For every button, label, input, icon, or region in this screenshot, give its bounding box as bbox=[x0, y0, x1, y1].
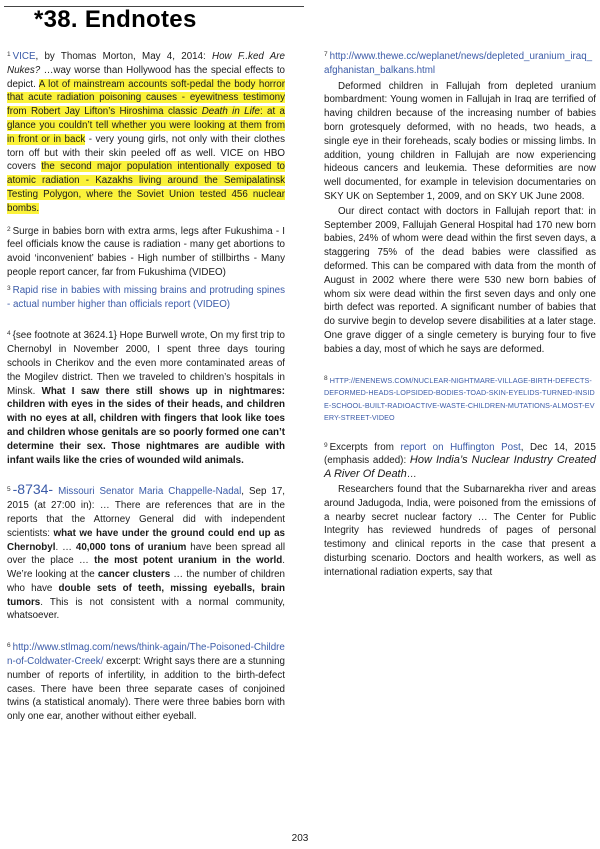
vice-link[interactable]: VICE bbox=[12, 51, 36, 62]
highlight-1: A lot of mainstream accounts soft-pedal the body horror that acute radiation poisoning causes - eyewitness testimony from Robert Jay Lifton’s Hiroshima classic Death in Life: at a glance you couldn’t tell whether you were looking at them from in front or in back bbox=[7, 78, 285, 145]
endnote-3 bbox=[7, 282, 285, 312]
endnote-2 bbox=[7, 223, 285, 280]
rapid-rise-link[interactable]: Rapid rise in babies with missing brains and protruding spines - actual number higher than officials report (VIDEO) bbox=[7, 284, 285, 310]
endnote-marker: 8 bbox=[324, 374, 328, 382]
endnote-1: $^1$ VICE, by Thomas Morton, May 4, 2014: How F..ked Are Nukes? …way worse than Hollywood has the special effects to depict. A lot of mainstream accounts soft-pedal the body horror that acute radiation poisoning causes - eyewitness testimony from Robert Jay Lifton’s Hiroshima classic Death in Life: at a glance you couldn’t tell whether you were looking at them from in front or in back - very young girls, not only with their clothes torn off but with their skin peeled off as well. VICE on HBO covers the second major population intentionally exposed to atomic radiation - Kazakhs living around the Semipalatinsk Testing Polygon, where the Soviet Union tested 456 nuclear bombs. bbox=[7, 51, 285, 214]
endnote-7 bbox=[324, 48, 596, 78]
article-title: How F..ked Are Nukes? bbox=[7, 51, 285, 76]
endnote-9-paragraph: Researchers found that the Subarnarekha river and areas around Jadugoda, India, were poisoned from the emissions of a nearby secret nuclear factory … The Center for Public Integrity has reviewed hundreds of pages of personal testimony and clinical reports in the case that present a disturbing scenario. Doctors and health workers, as well as international radiation experts, say that bbox=[324, 483, 596, 578]
endnote-marker: 2 bbox=[7, 225, 11, 233]
enenews-link[interactable]: HTTP://ENENEWS.COM/NUCLEAR-NIGHTMARE-VILLAGE-BIRTH-DEFECTS-DEFORMED-HEADS-LOPSIDED-BODIES-TOAD-SKIN-EYELIDS-TURNED-INSIDE-SCHOOL-BUILT-RADIOACTIVE-WASTE-CHILDREN-MUTATIONS-ALMOST-EVERY-STREET-VIDEO bbox=[324, 375, 595, 423]
highlight-2: the second major population intentionally exposed to atomic radiation - Kazakhs living around the Semipalatinsk Testing Polygon, where the Soviet Union tested 456 nuclear bombs. bbox=[7, 161, 285, 214]
endnote-marker: 6 bbox=[7, 642, 11, 650]
endnote-marker: 5 bbox=[7, 486, 11, 494]
stlmag-link[interactable]: http://www.stlmag.com/news/think-again/The-Poisoned-Children-of-Coldwater-Creek/ bbox=[7, 642, 285, 668]
huffington-link[interactable]: report on Huffington Post bbox=[400, 441, 521, 453]
endnote-4: $^4$ {see footnote at 3624.1} Hope Burwell wrote, On my first trip to Chernobyl in November 2000, I spent three days touring schools in Cherikov and the even more contaminated areas of the Mogilev district. Then we traveled to children’s hospitals in Minsk. What I saw there still shows up in nightmares: children with eyes in the sides of their heads, and children with no eyes at all, children with fingers that look like toes and children whose genitals are so poorly formed one can’t determine their sex. Those nightmares are audible with infant wails like the cries of wounded wild animals. bbox=[7, 330, 285, 466]
article-title: How India’s Nuclear Industry Created A River Of Death bbox=[324, 454, 596, 481]
reference-number: -8734- bbox=[12, 481, 54, 498]
endnote-7-paragraph-2: Our direct contact with doctors in Fallujah report that: in September 2009, Fallujah General Hospital had 170 new born babies, 24% of whom were dead within the first seven days, a staggering 75% of the dead babies were classified as deformed. This can be compared with data from the month of August in 2002 where there were 530 new born babies of whom six were dead within the first seven days and only one birth defect was reported. A significant number of babies that do survive begin to develop severe disabilities at a later stage. One grave digger of a single cemetery is burying four to five babies a day, most of which he says are deformed. bbox=[324, 205, 596, 355]
page-title: *38. Endnotes bbox=[34, 6, 197, 33]
senator-link[interactable]: Missouri Senator Maria Chappelle-Nadal bbox=[58, 486, 242, 498]
endnote-marker: 3 bbox=[7, 284, 11, 292]
endnote-5: $^5$ -8734- Missouri Senator Maria Chappelle-Nadal, Sep 17, 2015 (at 27:00 in): … There are references that are in the reports that the Attorney General did with independent scientists: what we have under the ground could end up as Chernobyl. … 40,000 tons of uranium have been spread all over the place … the most potent uranium in the world. We’re looking at the cancer clusters … the number of children who have double sets of teeth, missing eyeballs, brain tumors. This is not consistent with a normal community, whatsoever. bbox=[7, 481, 286, 622]
page-number: 203 bbox=[291, 833, 309, 844]
endnote-8 bbox=[324, 373, 596, 425]
endnote-marker: 1 bbox=[7, 51, 11, 58]
endnote-7-paragraph-1: Deformed children in Fallujah from depleted uranium bombardment: Young women in Fallujah in Iraq are terrified of having children because of the increasing number of babies born grotesquely deformed, with no heads, two heads, a single eye in their foreheads, scaly bodies or missing limbs. In addition, young children in Fallujah are now experiencing hideous cancers and leukemia. These deformities are now well documented, for example in television documentaries on SKY UK on September 1, 2009, and on SKY UK June 2008. bbox=[324, 80, 596, 202]
endnote-6 bbox=[7, 639, 285, 724]
nightmare-quote: What I saw there still shows up in nightmares: children with eyes in the sides of their heads, and children with no eyes at all, children with fingers that look like toes and children whose genitals are so poorly formed one can’t determine their sex. Those nightmares are audible with infant wails like the cries of wounded wild animals. bbox=[7, 385, 285, 466]
endnote-6-tail: excerpt: Wright says there are a stunning number of reports of infertility, in addition to the birth-defect cases. There have been three separate cases of conjoined twins (a statistical anomaly). There were three babies born with only one ear, another without either eyeball. bbox=[7, 656, 285, 723]
endnote-marker: 4 bbox=[7, 330, 11, 338]
left-column bbox=[7, 48, 285, 731]
endnote-9: $^9$ Excerpts from report on Huffington Post, Dec 14, 2015 (emphasis added): How India’s Nuclear Industry Created A River Of Death… bbox=[324, 441, 596, 481]
endnote-marker: 9 bbox=[324, 441, 328, 449]
endnote-marker: 7 bbox=[324, 51, 328, 58]
thewe-link[interactable]: http://www.thewe.cc/weplanet/news/depleted_uranium_iraq_afghanistan_balkans.html bbox=[324, 51, 593, 76]
endnote-text: Surge in babies born with extra arms, legs after Fukushima - I feel officials know the cause is radiation - many get abortions to avoid ‘inconvenient’ babies - High number of stillbirths - Many people report cancer, far from Fukushima (VIDEO) bbox=[7, 225, 285, 278]
right-column bbox=[324, 48, 596, 586]
